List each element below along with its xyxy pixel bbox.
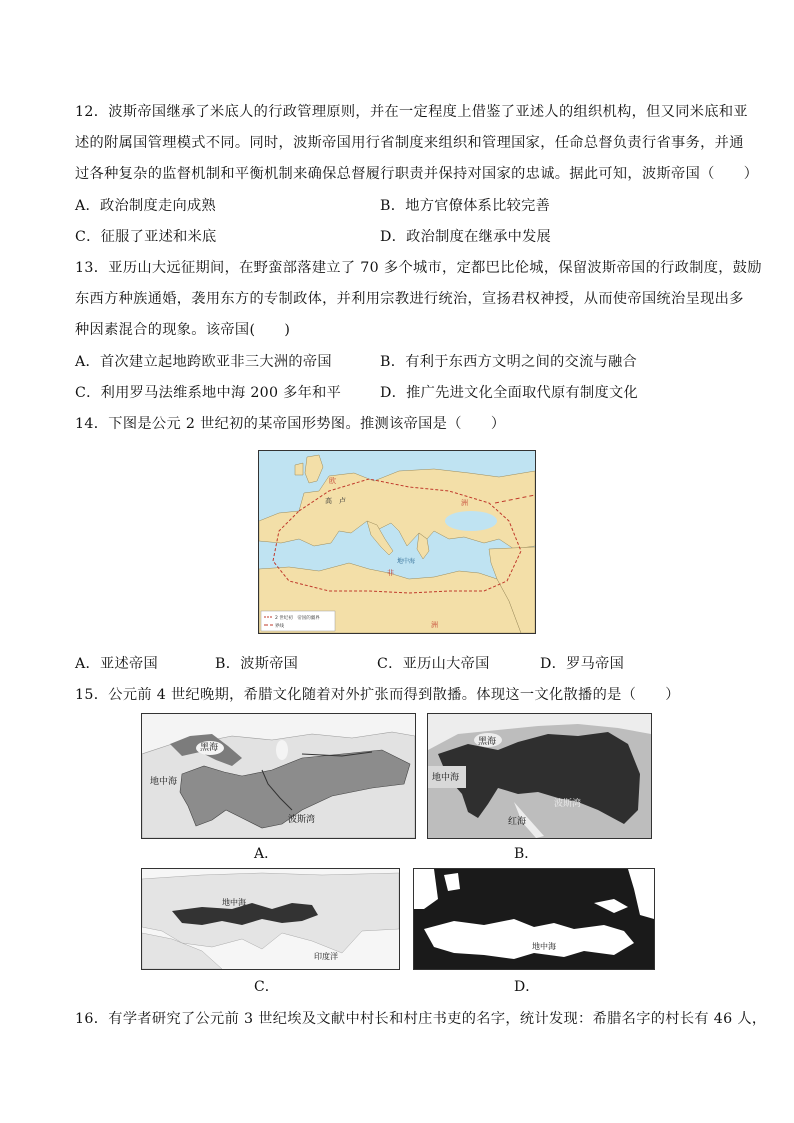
q13-line-2: 东西方种族通婚，袭用东方的专制政体，并利用宗教进行统治，宣扬君权神授，从而使帝国统治呈现出多 bbox=[75, 291, 744, 307]
q12-line-1: 12．波斯帝国继承了米底人的行政管理原则，并在一定程度上借鉴了亚述人的组织机构，但又同米底和亚 bbox=[75, 104, 748, 120]
q15-caption-a: A． bbox=[254, 846, 279, 862]
map-b-persian-gulf-label: 波斯湾 bbox=[554, 799, 582, 809]
q12-option-a[interactable]: A．政治制度走向成熟 bbox=[75, 198, 216, 214]
map-label-africa2: 洲 bbox=[431, 621, 438, 629]
map-a-persian-gulf-label: 波斯湾 bbox=[288, 815, 316, 825]
map-label-africa: 非 bbox=[387, 569, 394, 577]
map-d-mediterranean-label: 地中海 bbox=[532, 942, 556, 951]
q15-map-c[interactable] bbox=[141, 868, 400, 970]
q13-option-b[interactable]: B．有利于东西方文明之间的交流与融合 bbox=[380, 354, 638, 370]
map-a-black-sea-label: 黑海 bbox=[200, 743, 219, 753]
q15-map-d[interactable] bbox=[413, 868, 655, 970]
q13-option-a[interactable]: A．首次建立起地跨欧亚非三大洲的帝国 bbox=[75, 354, 332, 370]
q13-line-3: 种因素混合的现象。该帝国( ) bbox=[75, 322, 291, 338]
map-b-black-sea-label: 黑海 bbox=[478, 737, 497, 747]
q14-option-a[interactable]: A．亚述帝国 bbox=[75, 656, 158, 672]
q15-caption-d: D． bbox=[514, 979, 540, 995]
map-legend-1: 2 世纪初 帝国的疆界 bbox=[275, 616, 320, 621]
map-a-mediterranean-label: 地中海 bbox=[150, 777, 178, 787]
map-label-mediterranean: 地中海 bbox=[397, 558, 416, 565]
q12-option-b[interactable]: B．地方官僚体系比较完善 bbox=[380, 198, 551, 214]
map-b-mediterranean-label: 地中海 bbox=[432, 773, 460, 783]
q12-line-2: 述的附属国管理模式不同。同时，波斯帝国用行省制度来组织和管理国家，任命总督负责行省事务，并通 bbox=[75, 135, 744, 151]
map-c-indian-ocean-label: 印度洋 bbox=[314, 952, 338, 961]
q12-line-3: 过各种复杂的监督机制和平衡机制来确保总督履行职责并保持对国家的忠诚。据此可知，波斯帝国（ ） bbox=[75, 166, 759, 182]
q14-option-b[interactable]: B．波斯帝国 bbox=[215, 656, 299, 672]
map-c-mediterranean-label: 地中海 bbox=[222, 898, 246, 907]
q15-map-a[interactable] bbox=[141, 713, 416, 839]
q13-option-c[interactable]: C．利用罗马法维系地中海 200 多年和平 bbox=[75, 385, 342, 401]
q15-map-b[interactable] bbox=[427, 713, 652, 839]
roman-empire-map bbox=[258, 450, 536, 634]
map-label-europe: 欧 bbox=[329, 477, 336, 485]
map-label-asia: 洲 bbox=[461, 499, 468, 507]
q13-option-d[interactable]: D．推广先进文化全面取代原有制度文化 bbox=[380, 385, 638, 401]
q14-option-d[interactable]: D．罗马帝国 bbox=[540, 656, 625, 672]
q13-line-1: 13．亚历山大远征期间，在野蛮部落建立了 70 多个城市，定都巴比伦城，保留波斯帝国的行政制度，鼓励 bbox=[75, 260, 762, 276]
q14-line: 14．下图是公元 2 世纪初的某帝国形势图。推测该帝国是（ ） bbox=[75, 416, 506, 432]
map-label-gaul: 高 卢 bbox=[325, 497, 346, 505]
q12-option-c[interactable]: C．征服了亚述和米底 bbox=[75, 229, 217, 245]
map-legend-2: 界线 bbox=[275, 624, 284, 629]
map-b-red-sea-label: 红海 bbox=[508, 817, 527, 827]
q15-caption-b: B． bbox=[514, 846, 539, 862]
q15-line: 15．公元前 4 世纪晚期，希腊文化随着对外扩张而得到散播。体现这一文化散播的是（ ） bbox=[75, 687, 680, 703]
q15-caption-c: C． bbox=[254, 979, 279, 995]
q12-option-d[interactable]: D．政治制度在继承中发展 bbox=[380, 229, 552, 245]
q14-option-c[interactable]: C．亚历山大帝国 bbox=[377, 656, 490, 672]
q16-line: 16．有学者研究了公元前 3 世纪埃及文献中村长和村庄书吏的名字，统计发现：希腊名字的村长有 46 人， bbox=[75, 1011, 767, 1027]
